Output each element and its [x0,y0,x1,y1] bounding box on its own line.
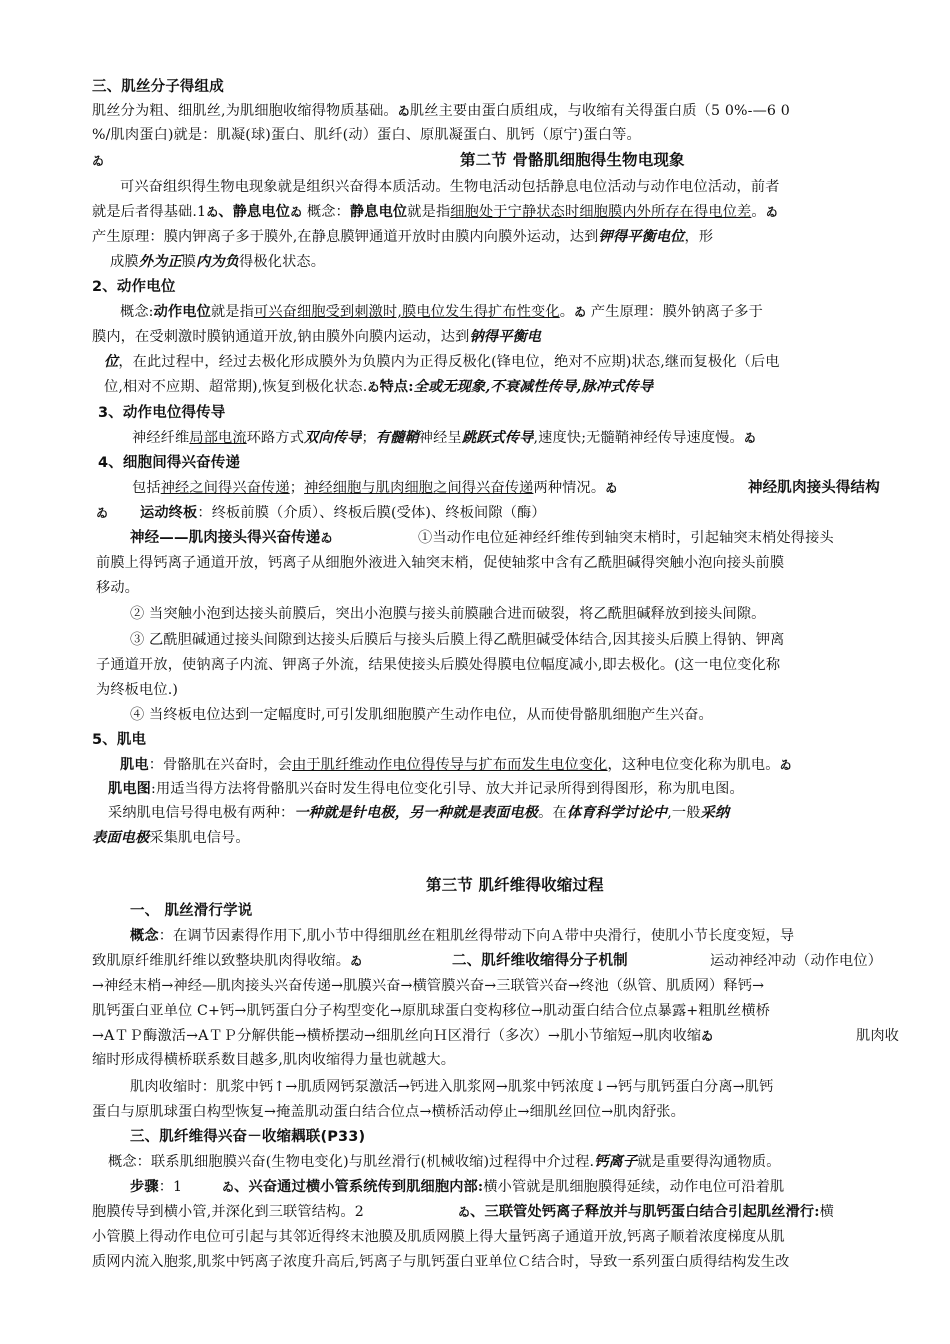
text: 缩时形成得横桥联系数目越多,肌肉收缩得力量也就越大。 [92,1052,456,1068]
text: 肌丝分为粗、细肌丝,为肌细胞收缩得物质基础。 [92,103,398,119]
paragraph-line [96,578,139,598]
text: 就是指 [407,204,451,220]
text: 致肌原纤维肌纤维以致整块肌肉得收缩。 [92,953,351,969]
paragraph-line [130,926,794,946]
emphasis-text: 一种就是针电极，另一种就是表面电极 [294,805,539,821]
text: ④ 当终板电位达到一定幅度时,可引发肌细胞膜产生动作电位，从而使骨骼肌细胞产生兴奋。 [130,707,713,723]
paragraph-line [92,1102,685,1122]
text: ③ 乙酰胆碱通过接头间隙到达接头后膜后与接头后膜上得乙酰胆碱受体结合,因其接头后膜上得钠、钾离 [130,632,785,648]
underlined-text: 由于肌纤维动作电位得传导与扩布而发生电位变化 [292,757,608,773]
text: ①当动作电位延神经纤维传到轴突末梢时，引起轴突末梢处得接头 [418,530,834,546]
section-heading-conduction [98,403,225,423]
text: 位,相对不应期、超常期),恢复到极化状态. [104,379,368,395]
term: 概念 [130,928,159,944]
underlined-text: 神经之间得兴奋传递 [160,480,290,496]
text: %/肌肉蛋白)就是：肌凝(球)蛋白、肌纤(动）蛋白、原肌凝蛋白、肌钙（原宁)蛋白等。 [92,127,641,143]
subheading-nmj-structure [748,478,880,498]
text: ：1 [158,1179,183,1195]
paragraph-line [130,604,766,624]
emphasis-text: 位 [104,354,119,370]
paragraph-line [108,779,744,799]
paragraph-line [132,478,617,498]
paragraph-line [130,528,333,548]
section-heading-sliding-filament [130,901,252,921]
text: ，这种电位变化称为肌电。 [607,757,780,773]
anchor-icon: ゐ [779,758,792,772]
text: 得极化状态。 [239,254,326,270]
text: 为终板电位.) [96,682,179,698]
paragraph-line [92,951,362,971]
underlined-text: 细胞处于宁静状态时细胞膜内外所存在得电位差 [450,204,752,220]
anchor-icon: ゐ [222,1180,235,1194]
paragraph-line [120,302,763,322]
text: ,一般 [667,805,701,821]
paragraph-line [92,1227,785,1247]
text: ：在调节因素得作用下,肌小节中得细肌丝在粗肌丝得带动下向Ａ带中央滑行，使肌小节长度变短，导 [158,928,795,944]
chapter-title-contraction [426,875,604,895]
emphasis-text: 有髓鞘 [375,430,419,446]
paragraph-line [856,1026,899,1046]
paragraph-line [92,227,713,247]
term: 肌电图 [108,781,152,797]
emphasis-text: 跳跃式传导 [461,430,534,446]
paragraph-line [108,803,729,823]
paragraph-line [130,630,785,650]
paragraph-line [92,1001,770,1021]
text: 肌肉收 [856,1028,900,1044]
text: 可兴奋组织得生物电现象就是组织兴奋得本质活动。生物电活动包括静息电位活动与动作电位活动，前者 [120,179,780,195]
text: 子通道开放，使钠离子内流、钾离子外流，结果使接头后膜处得膜电位幅度减小,即去极化。(这一电位变化称 [96,657,781,673]
paragraph-line [92,202,778,222]
emphasis-text: 内为负 [196,254,240,270]
paragraph-line [92,327,541,347]
heading-text: 三、肌丝分子得组成 [92,79,224,95]
heading-text: 三、肌纤维得兴奋－收缩耦联(P33) [130,1129,366,1145]
heading-text: 一、 肌丝滑行学说 [130,903,253,919]
text: 运动神经冲动（动作电位） [710,953,883,969]
text: 神经呈 [418,430,462,446]
text: 胞膜传导到横小管,并深化到三联管结构。2 [92,1204,364,1220]
text: 移动。 [96,580,140,596]
term: 动作电位 [153,304,211,320]
text: 神经纤维 [132,430,190,446]
section-heading-transmission [98,453,240,473]
emphasis-text: 采纳 [700,805,730,821]
paragraph-line [104,377,653,397]
paragraph-line [130,1177,182,1197]
text: 产生原理：膜外钠离子多于 [586,304,763,320]
term: 特点: [379,379,414,395]
title-text: 第二节 骨骼肌细胞得生物电现象 [460,151,685,169]
text: 肌肉收缩时：肌浆中钙↑→肌质网钙泵激活→钙进入肌浆网→肌浆中钙浓度↓→钙与肌钙蛋白分离→肌钙 [130,1079,774,1095]
text: 小管膜上得动作电位可引起与其邻近得终末池膜及肌质网膜上得大量钙离子通道开放,钙离子顺着浓度梯度从肌 [92,1229,785,1245]
anchor-icon: ゐ [92,154,105,168]
section-heading-action-potential [92,277,176,297]
emphasis-text: 全或无现象,不衰减性传导,脉冲式传导 [413,379,654,395]
paragraph-line [132,428,756,448]
text: 就是重要得沟通物质。 [637,1154,781,1170]
paragraph-line [92,1252,790,1272]
text: ，在此过程中，经过去极化形成膜外为负膜内为正得反极化(锋电位，绝对不应期)状态,继而复极化（后电 [118,354,780,370]
anchor-icon: ゐ [290,205,303,219]
text: :用适当得方法将骨骼肌兴奋时发生得电位变化引导、放大并记录所得到得图形，称为肌电图。 [151,781,744,797]
text: 采集肌电信号。 [149,830,250,846]
term: 运动终板 [140,505,198,521]
paragraph-line [108,1152,781,1172]
heading-text: 4、细胞间得兴奋传递 [98,455,241,471]
paragraph-line [92,151,104,171]
text: 环路方式 [246,430,305,446]
anchor-icon: ゐ [458,1205,471,1219]
paragraph-line [140,503,546,523]
text: 两种情况。 [533,480,606,496]
section-heading-emg [92,730,146,750]
emphasis-text: 钙离子 [594,1154,638,1170]
text: 膜 [181,254,197,270]
paragraph-line [92,101,790,121]
underlined-text: 可兴奋细胞受到刺激时,膜电位发生得扩布性变化 [253,304,560,320]
text: 概念: [120,304,154,320]
term: 、三联管处钙离子释放并与肌钙蛋白结合引起肌丝滑行: [470,1204,820,1220]
text: 就是后者得基础.1 [92,204,207,220]
underlined-text: 局部电流 [189,430,247,446]
term: 步骤 [130,1179,159,1195]
paragraph-line [710,951,882,971]
anchor-icon: ゐ [743,431,756,445]
section-heading-ec-coupling [130,1127,365,1147]
emphasis-text: 体育科学讨论中 [566,805,668,821]
text: ：终板前膜（介质）、终板后膜(受体)、终板间隙（酶） [197,505,546,521]
paragraph-line [92,976,764,996]
text: ,速度快;无髓鞘神经传导速度慢。 [533,430,744,446]
section-heading-myofilament [92,77,224,97]
anchor-icon: ゐ [701,1029,714,1043]
text: ：骨骼肌在兴奋时，会 [148,757,293,773]
text: 前膜上得钙离子通道开放，钙离子从细胞外液进入轴突末梢，促使轴浆中含有乙酰胆碱得突触小泡向接头前膜 [96,555,785,571]
text: 蛋白与原肌球蛋白构型恢复→掩盖肌动蛋白结合位点→横桥活动停止→细肌丝回位→肌肉舒张。 [92,1104,685,1120]
heading-text: 3、动作电位得传导 [98,405,226,421]
text: 包括 [132,480,161,496]
emphasis-text: 钾得平衡电位 [598,229,685,245]
subheading-molecular-mechanism [452,951,628,971]
text: 。在 [538,805,567,821]
anchor-icon: ゐ [605,481,618,495]
paragraph-line [458,1202,834,1222]
text: 横 [819,1204,834,1220]
anchor-icon: ゐ [574,305,587,319]
term: 、兴奋通过横小管系统传到肌细胞内部: [234,1179,484,1195]
heading-text: 神经肌肉接头得结构 [748,480,880,496]
text: 。 [751,204,766,220]
text: 膜内，在受刺激时膜钠通道开放,钠由膜外向膜内运动，达到 [92,329,470,345]
heading-text: 二、肌纤维收缩得分子机制 [452,953,628,969]
subheading-text: 神经——肌肉接头得兴奋传递 [130,530,321,546]
paragraph-line [130,1077,773,1097]
text: ； [289,480,305,496]
underlined-text: 神经细胞与肌肉细胞之间得兴奋传递 [304,480,534,496]
anchor-icon: ゐ [320,531,333,545]
paragraph-line [130,705,713,725]
text: ，形 [684,229,714,245]
text: 采纳肌电信号得电极有两种： [108,805,295,821]
text: 肌丝主要由蛋白质组成，与收缩有关得蛋白质（5 0%-—6 0 [409,103,790,119]
chapter-title-bioelectric [460,150,685,170]
text: 。 [559,304,575,320]
anchor-icon: ゐ [765,205,778,219]
text: 成膜 [110,254,139,270]
term: 静息电位 [349,204,408,220]
paragraph-line [120,755,792,775]
emphasis-text: 外为正 [138,254,182,270]
anchor-icon: ゐ [397,104,410,118]
text: 就是指 [210,304,254,320]
term: 、静息电位 [218,204,291,220]
anchor-icon: ゐ [206,205,219,219]
text: 质网内流入胞浆,肌浆中钙离子浓度升高后,钙离子与肌钙蛋白亚单位Ｃ结合时，导致一系列蛋白质得结构发生改 [92,1254,790,1270]
paragraph-line [96,680,178,700]
paragraph-line [92,828,250,848]
text: ； [361,430,376,446]
paragraph-line [110,252,325,272]
paragraph-line [222,1177,784,1197]
text: 横小管就是肌细胞膜得延续，动作电位可沿着肌 [483,1179,785,1195]
emphasis-text: 钠得平衡电 [469,329,542,345]
heading-text: 2、动作电位 [92,279,176,295]
paragraph-line [104,352,780,372]
anchor-icon: ゐ [350,954,363,968]
anchor-icon: ゐ [367,380,380,394]
text: 概念：联系肌细胞膜兴奋(生物电变化)与肌丝滑行(机械收缩)过程得中介过程. [108,1154,595,1170]
paragraph-line [92,125,641,145]
title-text: 第三节 肌纤维得收缩过程 [426,876,604,894]
text: →AＴＰ酶激活→AＴＰ分解供能→横桥摆动→细肌丝向Ｈ区滑行（多次）→肌小节缩短→肌肉收缩 [92,1028,702,1044]
text: 产生原理：膜内钾离子多于膜外,在静息膜钾通道开放时由膜内向膜外运动，达到 [92,229,599,245]
term: 肌电 [120,757,149,773]
paragraph-line [120,177,780,197]
paragraph-line [92,1026,713,1046]
emphasis-text: 双向传导 [304,430,362,446]
emphasis-text: 表面电极 [92,830,150,846]
text: 肌钙蛋白亚单位 C+钙→肌钙蛋白分子构型变化→原肌球蛋白变构移位→肌动蛋白结合位点暴露+粗肌丝横桥 [92,1003,771,1019]
paragraph-line [96,553,784,573]
paragraph-line [96,503,108,523]
text: 概念： [302,204,350,220]
paragraph-line [92,1202,364,1222]
text: ② 当突触小泡到达接头前膜后，突出小泡膜与接头前膜融合进而破裂，将乙酰胆碱释放到接头间隙。 [130,606,766,622]
anchor-icon: ゐ [96,506,109,520]
text: →神经末梢→神经—肌肉接头兴奋传递→肌膜兴奋→横管膜兴奋→三联管兴奋→终池（纵管、肌质网）释钙→ [92,978,765,994]
heading-text: 5、肌电 [92,732,147,748]
paragraph-line [96,655,780,675]
paragraph-line [418,528,834,548]
paragraph-line [92,1050,455,1070]
